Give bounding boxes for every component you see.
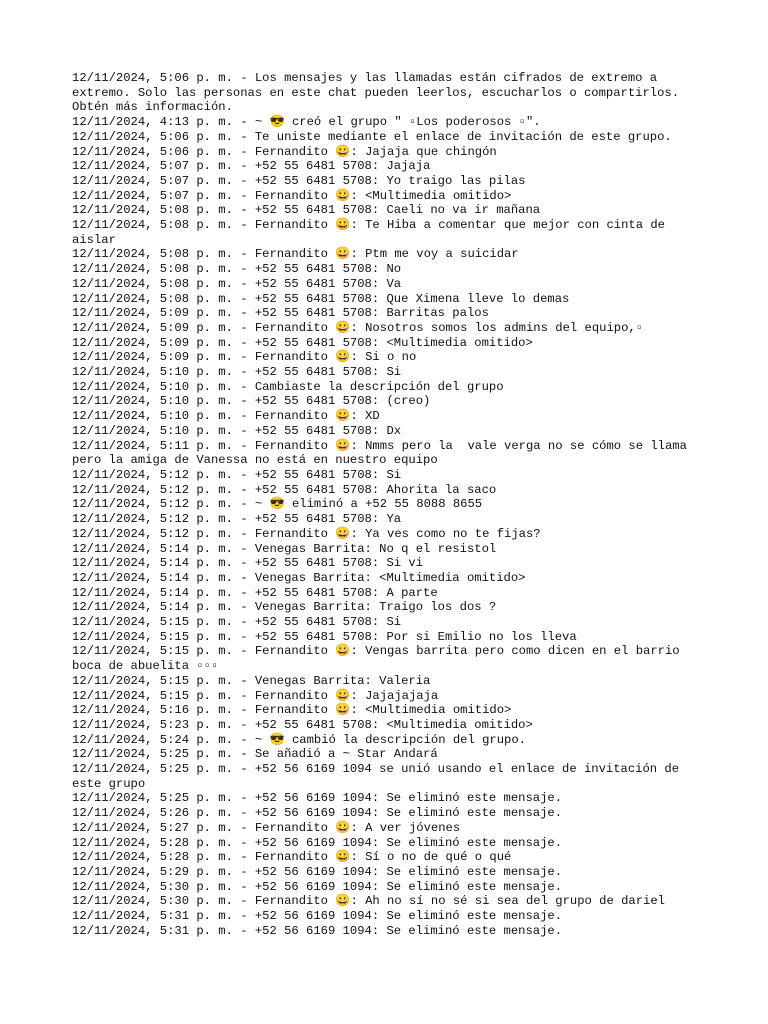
chat-message-line: 12/11/2024, 5:10 p. m. - Cambiaste la descripción del grupo xyxy=(72,379,504,394)
chat-message-line: 12/11/2024, 5:14 p. m. - +52 55 6481 5708: A parte xyxy=(72,585,438,600)
chat-message-line: 12/11/2024, 5:28 p. m. - +52 56 6169 1094: Se eliminó este mensaje. xyxy=(72,835,563,850)
chat-message-line: 12/11/2024, 5:09 p. m. - Fernandito 😀: Nosotros somos los admins del equipo,▫ xyxy=(72,320,644,335)
chat-transcript xyxy=(72,71,712,938)
chat-message-line: 12/11/2024, 5:31 p. m. - +52 56 6169 1094: Se eliminó este mensaje. xyxy=(72,923,563,938)
chat-message-line: 12/11/2024, 5:08 p. m. - Fernandito 😀: Te Hiba a comentar que mejor con cinta de aislar xyxy=(72,218,673,247)
chat-message-line: 12/11/2024, 5:25 p. m. - Se añadió a ~ Star Andará xyxy=(72,747,438,762)
chat-message-line: 12/11/2024, 5:06 p. m. - Te uniste mediante el enlace de invitación de este grupo. xyxy=(72,129,672,144)
chat-message-line: 12/11/2024, 5:12 p. m. - +52 55 6481 5708: Si xyxy=(72,467,402,482)
chat-message-line: 12/11/2024, 5:23 p. m. - +52 55 6481 5708: <Multimedia omitido> xyxy=(72,717,533,732)
chat-message-line: 12/11/2024, 5:10 p. m. - +52 55 6481 5708: (creo) xyxy=(72,394,431,409)
chat-message-line: 12/11/2024, 5:14 p. m. - Venegas Barrita: Traigo los dos ? xyxy=(72,600,497,615)
chat-message-line: 12/11/2024, 5:08 p. m. - Fernandito 😀: Ptm me voy a suicidar xyxy=(72,247,519,262)
chat-message-line: 12/11/2024, 5:26 p. m. - +52 56 6169 1094: Se eliminó este mensaje. xyxy=(72,806,563,821)
chat-message-line: 12/11/2024, 5:12 p. m. - Fernandito 😀: Ya ves como no te fijas? xyxy=(72,526,541,541)
chat-message-line: 12/11/2024, 5:15 p. m. - Venegas Barrita: Valeria xyxy=(72,673,431,688)
chat-message-line: 12/11/2024, 5:07 p. m. - Fernandito 😀: <Multimedia omitido> xyxy=(72,188,512,203)
chat-message-line: 12/11/2024, 5:10 p. m. - +52 55 6481 5708: Dx xyxy=(72,423,402,438)
chat-message-line: 12/11/2024, 5:07 p. m. - +52 55 6481 5708: Yo traigo las pilas xyxy=(72,173,526,188)
chat-message-line: 12/11/2024, 5:07 p. m. - +52 55 6481 5708: Jajaja xyxy=(72,159,431,174)
chat-message-line: 12/11/2024, 5:11 p. m. - Fernandito 😀: Nmms pero la vale verga no se cómo se llama pero la amiga de Vanessa no está en nuestro equipo xyxy=(72,438,695,468)
chat-message-line: 12/11/2024, 5:31 p. m. - +52 56 6169 1094: Se eliminó este mensaje. xyxy=(72,909,563,924)
chat-message-line: 12/11/2024, 5:15 p. m. - Fernandito 😀: Vengas barrita pero como dicen en el barrio boca de abuelita ▫▫▫ xyxy=(72,644,687,674)
chat-message-line: 12/11/2024, 5:08 p. m. - +52 55 6481 5708: Va xyxy=(72,276,402,291)
chat-message-line: 12/11/2024, 5:10 p. m. - +52 55 6481 5708: Si xyxy=(72,365,402,380)
chat-message-line: 12/11/2024, 5:14 p. m. - Venegas Barrita: No q el resistol xyxy=(72,541,497,556)
chat-message-line: 12/11/2024, 5:30 p. m. - +52 56 6169 1094: Se eliminó este mensaje. xyxy=(72,879,563,894)
chat-message-line: 12/11/2024, 5:24 p. m. - ~ 😎 cambió la descripción del grupo. xyxy=(72,732,526,747)
chat-message-line: 12/11/2024, 5:06 p. m. - Los mensajes y las llamadas están cifrados de extremo a extremo. Solo las personas en este chat pueden leerlos, escucharlos o compartirlos. Obtén más información. xyxy=(72,71,687,115)
chat-message-line: 12/11/2024, 5:12 p. m. - ~ 😎 eliminó a +52 55 8088 8655 xyxy=(72,497,483,512)
chat-message-line: 12/11/2024, 5:09 p. m. - +52 55 6481 5708: Barritas palos xyxy=(72,306,489,321)
chat-message-line: 12/11/2024, 4:13 p. m. - ~ 😎 creó el grupo " ▫Los poderosos ▫". xyxy=(72,115,541,130)
chat-message-line: 12/11/2024, 5:25 p. m. - +52 56 6169 1094: Se eliminó este mensaje. xyxy=(72,791,563,806)
chat-message-line: 12/11/2024, 5:08 p. m. - +52 55 6481 5708: Caeli no va ir mañana xyxy=(72,203,541,218)
chat-message-line: 12/11/2024, 5:10 p. m. - Fernandito 😀: XD xyxy=(72,409,380,424)
chat-message-line: 12/11/2024, 5:15 p. m. - +52 55 6481 5708: Si xyxy=(72,615,402,630)
chat-message-line: 12/11/2024, 5:30 p. m. - Fernandito 😀: Ah no sí no sé si sea del grupo de dariel xyxy=(72,894,665,909)
chat-message-line: 12/11/2024, 5:28 p. m. - Fernandito 😀: Sí o no de qué o qué xyxy=(72,850,512,865)
chat-message-line: 12/11/2024, 5:12 p. m. - +52 55 6481 5708: Ahorita la saco xyxy=(72,482,497,497)
chat-message-line: 12/11/2024, 5:14 p. m. - Venegas Barrita: <Multimedia omitido> xyxy=(72,570,526,585)
chat-message-line: 12/11/2024, 5:14 p. m. - +52 55 6481 5708: Si vi xyxy=(72,556,424,571)
chat-message-line: 12/11/2024, 5:12 p. m. - +52 55 6481 5708: Ya xyxy=(72,512,402,527)
chat-message-line: 12/11/2024, 5:27 p. m. - Fernandito 😀: A ver jóvenes xyxy=(72,820,461,835)
chat-message-line: 12/11/2024, 5:16 p. m. - Fernandito 😀: <Multimedia omitido> xyxy=(72,703,512,718)
chat-message-line: 12/11/2024, 5:06 p. m. - Fernandito 😀: Jajaja que chingón xyxy=(72,144,497,159)
chat-message-line: 12/11/2024, 5:08 p. m. - +52 55 6481 5708: No xyxy=(72,262,402,277)
chat-message-line: 12/11/2024, 5:15 p. m. - +52 55 6481 5708: Por si Emilio no los lleva xyxy=(72,629,577,644)
chat-message-line: 12/11/2024, 5:25 p. m. - +52 56 6169 1094 se unió usando el enlace de invitación de este grupo xyxy=(72,762,687,791)
chat-message-line: 12/11/2024, 5:15 p. m. - Fernandito 😀: Jajajajaja xyxy=(72,688,439,703)
chat-message-line: 12/11/2024, 5:29 p. m. - +52 56 6169 1094: Se eliminó este mensaje. xyxy=(72,864,563,879)
chat-message-line: 12/11/2024, 5:09 p. m. - Fernandito 😀: Si o no xyxy=(72,350,417,365)
chat-message-line: 12/11/2024, 5:09 p. m. - +52 55 6481 5708: <Multimedia omitido> xyxy=(72,335,533,350)
chat-message-line: 12/11/2024, 5:08 p. m. - +52 55 6481 5708: Que Ximena lleve lo demas xyxy=(72,291,570,306)
